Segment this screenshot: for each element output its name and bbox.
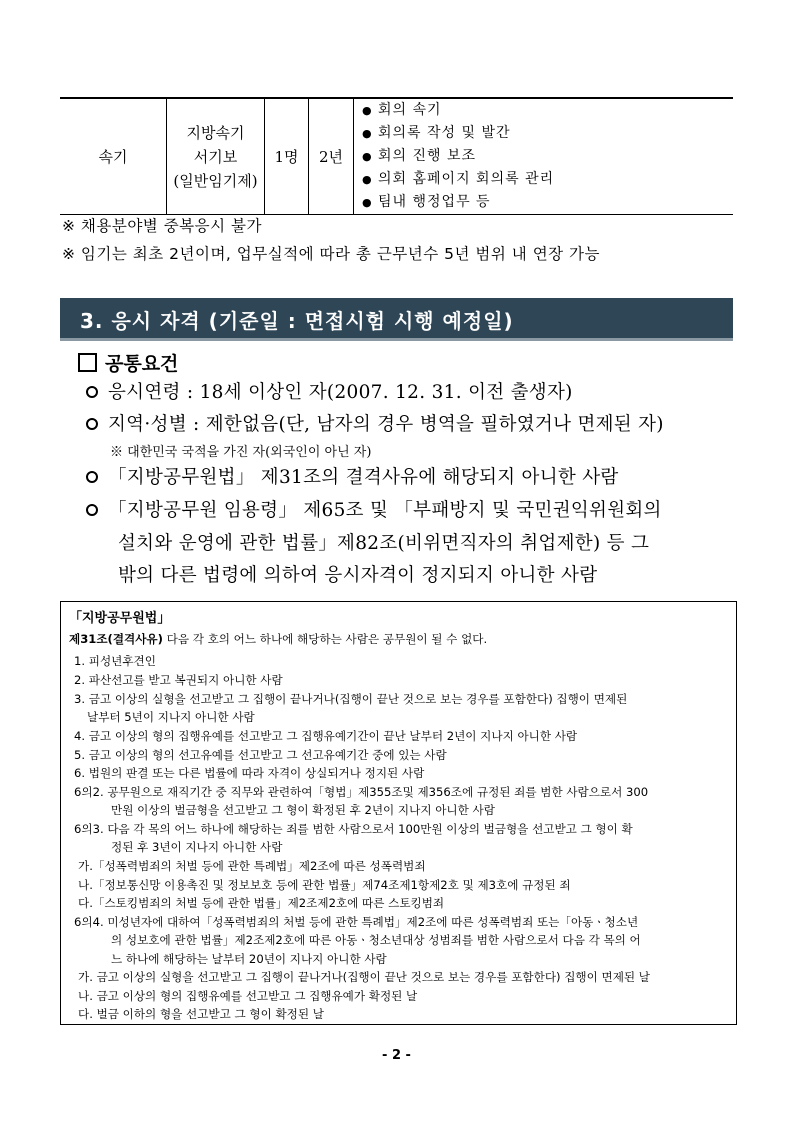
law-item: 3. 금고 이상의 실형을 선고받고 그 집행이 끝나거나(집행이 끝난 것으로 보는 경우를 포함한다) 집행이 면제된 bbox=[74, 692, 628, 706]
bullet-icon: ● bbox=[362, 104, 373, 117]
position-cell bbox=[167, 98, 265, 215]
law-subitem: 가.「성폭력범죄의 처벌 등에 관한 특례법」제2조에 따른 성폭력범죄 bbox=[78, 859, 426, 873]
law-item-cont: 만원 이상의 벌금형을 선고받고 그 형이 확정된 후 2년이 지나지 아니한 사람 bbox=[111, 803, 495, 817]
common-requirements-title: 공통요건 bbox=[78, 349, 178, 376]
circle-bullet-icon bbox=[86, 418, 98, 430]
bullet-icon: ● bbox=[362, 127, 373, 140]
field-cell: 속기 bbox=[98, 148, 128, 166]
law-item: 5. 금고 이상의 형의 선고유예를 선고받고 그 선고유예기간 중에 있는 사람 bbox=[74, 748, 447, 762]
checkbox-square-icon bbox=[78, 353, 97, 372]
bullet-icon: ● bbox=[362, 196, 373, 209]
circle-bullet-icon bbox=[86, 504, 98, 516]
law-item-cont: 날부터 5년이 지나지 아니한 사람 bbox=[87, 710, 255, 724]
term-cell: 2년 bbox=[309, 98, 354, 215]
law-title: 「지방공무원법」 bbox=[69, 611, 171, 626]
note-duplicate: ※ 채용분야별 중복응시 불가 bbox=[62, 217, 262, 235]
count-cell: 1명 bbox=[265, 98, 309, 215]
req-disqualification-31: 「지방공무원법」 제31조의 결격사유에 해당되지 아니한 사람 bbox=[86, 463, 619, 489]
duty-item: ● 회의 진행 보조 bbox=[362, 145, 733, 168]
law-subitem: 다. 벌금 이하의 형을 선고받고 그 형이 확정된 날 bbox=[78, 1007, 324, 1021]
duty-item: ● 회의록 작성 및 발간 bbox=[362, 122, 733, 145]
position-line: 지방속기 bbox=[186, 123, 245, 142]
law-item-cont: 정된 후 3년이 지나지 아니한 사람 bbox=[111, 840, 283, 854]
req-age: 응시연령 : 18세 이상인 자(2007. 12. 31. 이전 출생자) bbox=[86, 378, 573, 404]
law-item: 6의4. 미성년자에 대하여「성폭력범죄의 처벌 등에 관한 특례법」제2조에 따른 성폭력범죄 또는「아동ㆍ청소년 bbox=[74, 915, 639, 929]
law-subitem: 나. 금고 이상의 형의 집행유예를 선고받고 그 집행유예가 확정된 날 bbox=[78, 989, 418, 1003]
duties-cell bbox=[354, 98, 734, 215]
law-item: 4. 금고 이상의 형의 집행유예를 선고받고 그 집행유예기간이 끝난 날부터 2년이 지나지 아니한 사람 bbox=[74, 729, 578, 743]
law-item: 6의2. 공무원으로 재직기간 중 직무와 관련하여「형법」제355조및 제356조에 규정된 죄를 범한 사람으로서 300 bbox=[74, 785, 649, 799]
law-subitem: 나.「정보통신망 이용촉진 및 정보보호 등에 관한 법률」제74조제1항제2호 및 제3호에 규정된 죄 bbox=[78, 878, 571, 892]
circle-bullet-icon bbox=[86, 471, 98, 483]
law-excerpt-box bbox=[60, 601, 737, 1025]
section-title: 3. 응시 자격 (기준일 : 면접시험 시행 예정일) bbox=[80, 309, 514, 333]
req-region: 지역·성별 : 제한없음(단, 남자의 경우 병역을 필하였거나 면제된 자) bbox=[86, 410, 664, 436]
section-header bbox=[60, 298, 733, 341]
law-subitem: 다.「스토킹범죄의 처벌 등에 관한 법률」제2조제2호에 따른 스토킹범죄 bbox=[78, 896, 445, 910]
page-number: - 2 - bbox=[382, 1048, 411, 1063]
article-heading: 제31조(결격사유) 다음 각 호의 어느 하나에 해당하는 사람은 공무원이 될 수 없다. bbox=[69, 632, 488, 646]
bullet-icon: ● bbox=[362, 150, 373, 163]
duty-item: ● 회의 속기 bbox=[362, 99, 733, 122]
note-term: ※ 임기는 최초 2년이며, 업무실적에 따라 총 근무년수 5년 범위 내 연장 가능 bbox=[62, 245, 601, 263]
req-continuation: 밖의 다른 법령에 의하여 응시자격이 정지되지 아니한 사람 bbox=[118, 565, 598, 586]
law-item: 6의3. 다음 각 목의 어느 하나에 해당하는 죄를 범한 사람으로서 100만원 이상의 벌금형을 선고받고 그 형이 확 bbox=[74, 822, 633, 836]
nationality-note: ※ 대한민국 국적을 가진 자(외국인이 아닌 자) bbox=[110, 445, 372, 460]
recruitment-table bbox=[60, 97, 733, 215]
law-item: 2. 파산선고를 받고 복권되지 아니한 사람 bbox=[74, 673, 283, 687]
req-disqualification-65: 「지방공무원 임용령」 제65조 및 「부패방지 및 국민권익위원회의 bbox=[86, 496, 662, 522]
req-continuation: 설치와 운영에 관한 법률」제82조(비위면직자의 취업제한) 등 그 bbox=[118, 533, 650, 554]
law-subitem: 가. 금고 이상의 실형을 선고받고 그 집행이 끝나거나(집행이 끝난 것으로 보는 경우를 포함한다) 집행이 면제된 날 bbox=[78, 970, 650, 984]
position-line: 서기보 bbox=[193, 147, 238, 166]
duty-item: ● 팀내 행정업무 등 bbox=[362, 191, 733, 214]
law-item-cont: 의 성보호에 관한 법률」제2조제2호에 따른 아동ㆍ청소년대상 성범죄를 범한 사람으로서 다음 각 목의 어 bbox=[111, 933, 641, 947]
law-item: 6. 법원의 판결 또는 다른 법률에 따라 자격이 상실되거나 정지된 사람 bbox=[74, 766, 425, 780]
position-line: (일반임기제) bbox=[173, 171, 258, 190]
circle-bullet-icon bbox=[86, 386, 98, 398]
law-item-cont: 느 하나에 해당하는 날부터 20년이 지나지 아니한 사람 bbox=[111, 952, 387, 966]
law-item: 1. 피성년후견인 bbox=[74, 654, 156, 668]
duty-item: ● 의회 홈페이지 회의록 관리 bbox=[362, 168, 733, 191]
bullet-icon: ● bbox=[362, 173, 373, 186]
